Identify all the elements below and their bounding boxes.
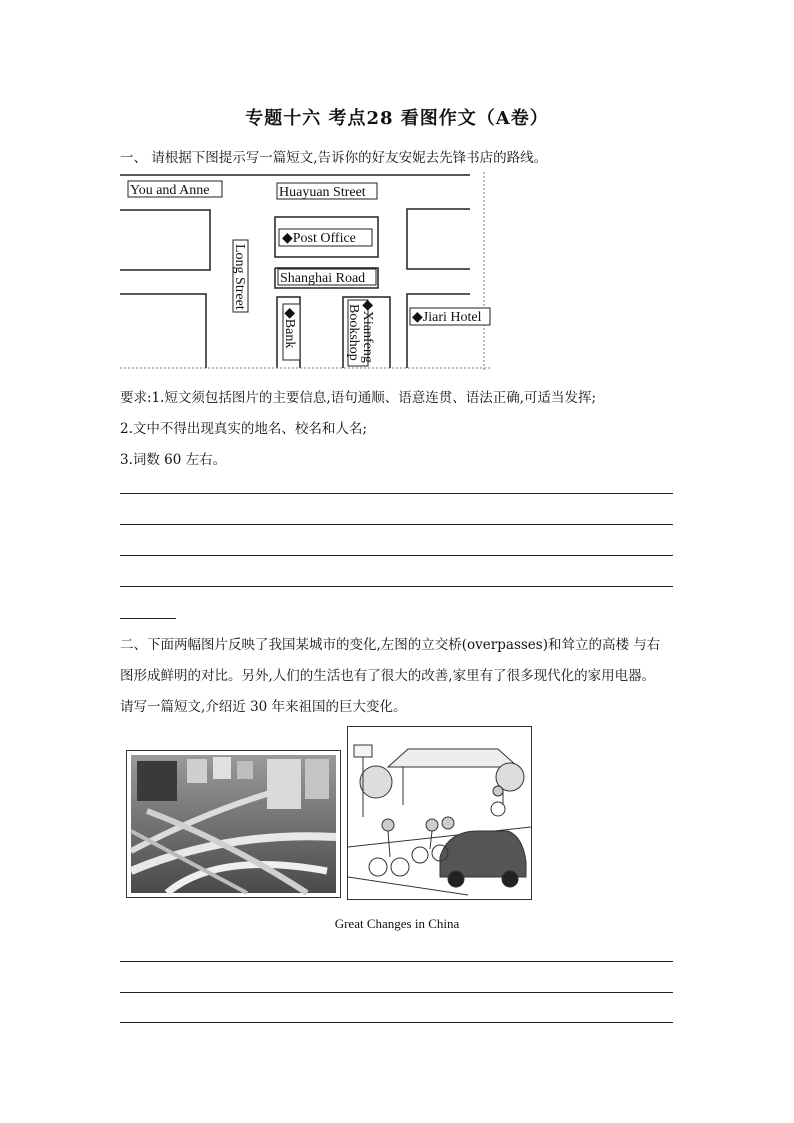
answer-line[interactable]	[120, 555, 673, 556]
section2-prompt-line-3: 请写一篇短文,介绍近 30 年来祖国的巨大变化。	[120, 699, 407, 715]
map-label-xianfeng: ◆Xianfeng	[360, 300, 375, 363]
page-title: 专题十六 考点28 看图作文（A卷）	[245, 108, 549, 129]
map-label-huayuan-street: Huayuan Street	[279, 185, 366, 200]
requirement-3: 3.词数 60 左右。	[120, 452, 227, 468]
answer-line[interactable]	[120, 1022, 673, 1023]
answer-line[interactable]	[120, 992, 673, 993]
street-scene-illustration	[347, 726, 532, 900]
map-label-post-office: ◆Post Office	[282, 231, 356, 246]
answer-line[interactable]	[120, 493, 673, 494]
answer-line[interactable]	[120, 524, 673, 525]
image-caption: Great Changes in China	[334, 916, 460, 931]
section2-prompt-line-1: 二、下面两幅图片反映了我国某城市的变化,左图的立交桥(overpasses)和耸立的高楼 与右	[120, 637, 661, 653]
map-label-bank: ◆Bank	[282, 308, 297, 349]
answer-line[interactable]	[120, 586, 673, 587]
section1-prompt: 一、 请根据下图提示写一篇短文,告诉你的好友安妮去先锋书店的路线。	[120, 150, 548, 166]
requirement-1: 要求:1.短文须包括图片的主要信息,语句通顺、语意连贯、语法正确,可适当发挥;	[120, 390, 597, 406]
answer-line[interactable]	[120, 961, 673, 962]
map-label-bookshop: Bookshop	[346, 304, 361, 361]
map-label-long-street: Long Street	[232, 244, 247, 310]
overpass-photo	[126, 750, 341, 898]
section2-prompt-line-2: 图形成鲜明的对比。另外,人们的生活也有了很大的改善,家里有了很多现代化的家用电器。	[120, 668, 656, 684]
map-label-jiari-hotel: ◆Jiari Hotel	[412, 310, 482, 325]
route-map	[120, 172, 492, 370]
map-label-shanghai-road: Shanghai Road	[280, 271, 366, 286]
map-label-you-and-anne: You and Anne	[130, 183, 210, 198]
requirement-2: 2.文中不得出现真实的地名、校名和人名;	[120, 421, 367, 437]
answer-line-short[interactable]	[120, 618, 176, 619]
